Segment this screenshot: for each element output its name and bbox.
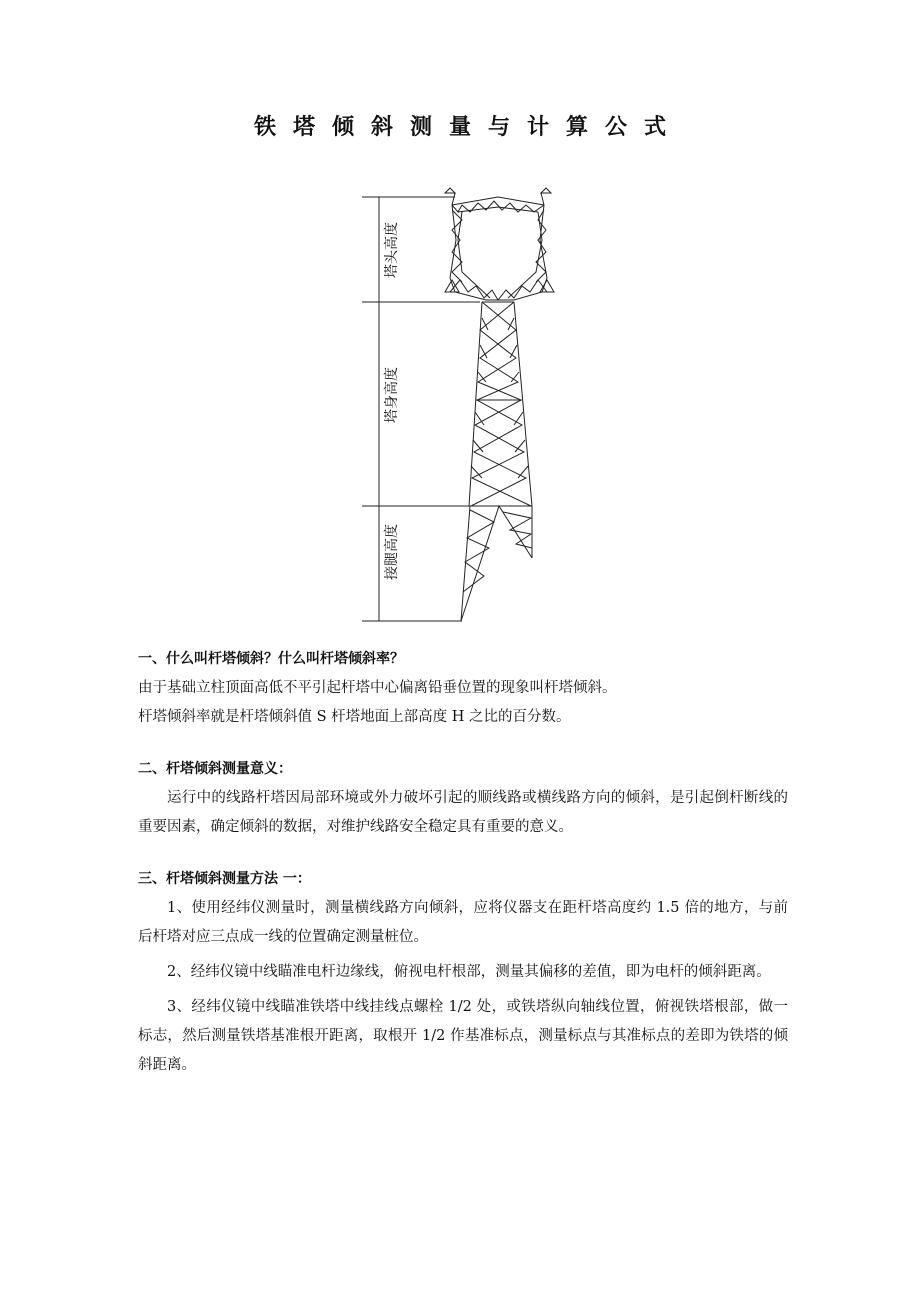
paragraph: 杆塔倾斜率就是杆塔倾斜值 S 杆塔地面上部高度 H 之比的百分数。 (138, 709, 571, 725)
paragraph: 运行中的线路杆塔因局部环境或外力破坏引起的顺线路或横线路方向的倾斜，是引起倒杆断线的重要因素，确定倾斜的数据，对维护线路安全稳定具有重要的意义。 (138, 790, 788, 835)
paragraph: 由于基础立柱顶面高低不平引起杆塔中心偏离铅垂位置的现象叫杆塔倾斜。 (138, 680, 617, 696)
section-heading: 一、什么叫杆塔倾斜？什么叫杆塔倾斜率？ (138, 651, 404, 667)
head-height-label: 塔头高度 (384, 222, 400, 278)
section-heading: 二、杆塔倾斜测量意义： (138, 761, 292, 777)
section-heading: 三、杆塔倾斜测量方法 一： (138, 871, 311, 887)
paragraph: 1、使用经纬仪测量时，测量横线路方向倾斜，应将仪器支在距杆塔高度约 1.5 倍的地方，与前后杆塔对应三点成一线的位置确定测量桩位。 (138, 900, 788, 945)
section-2 (138, 755, 788, 842)
document-title: 铁塔倾斜测量与计算公式 (253, 115, 683, 140)
paragraph: 2、经纬仪镜中线瞄准电杆边缘线，俯视电杆根部，测量其偏移的差值，即为电杆的倾斜距离。 (167, 964, 771, 980)
leg-height-label: 接腿高度 (384, 524, 400, 580)
tower-diagram (350, 185, 570, 625)
body-height-label: 塔身高度 (384, 367, 400, 423)
section-3 (138, 865, 788, 1080)
transmission-tower-figure (350, 185, 570, 625)
section-1 (138, 645, 788, 732)
paragraph: 3、经纬仪镜中线瞄准铁塔中线挂线点螺栓 1/2 处，或铁塔纵向轴线位置，俯视铁塔根部，做一标志，然后测量铁塔基准根开距离，取根开 1/2 作基准标点，测量标点与其准标点的差即为铁塔的倾斜距离。 (138, 999, 788, 1073)
